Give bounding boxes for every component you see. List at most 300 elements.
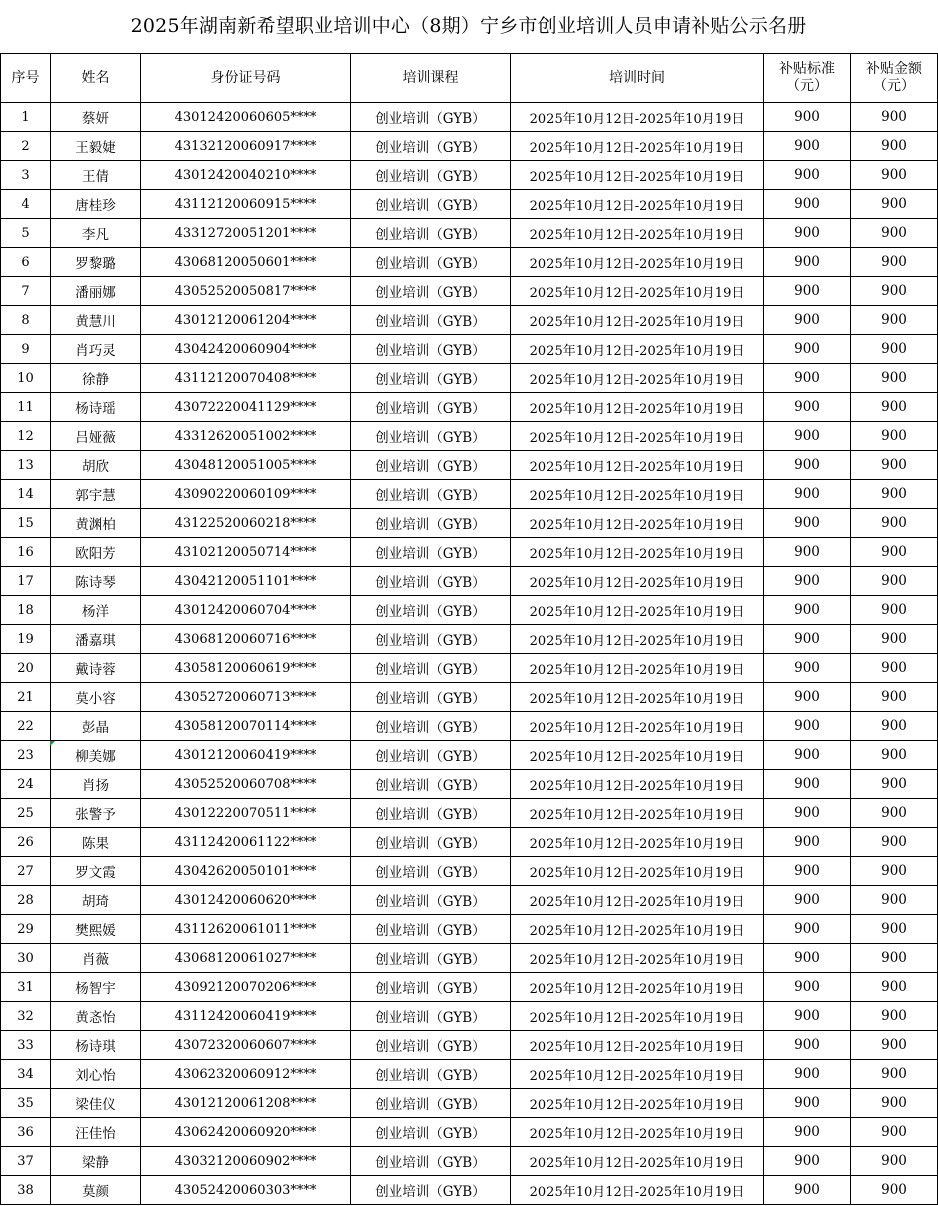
column-header-name[interactable]: 姓名 [51,54,141,103]
cell-standard[interactable]: 900 [764,103,851,132]
cell-course[interactable]: 创业培训（GYB） [351,509,511,538]
table-row [1,596,938,625]
cell-name[interactable]: 郭宇慧 [51,480,141,509]
cell-index[interactable]: 14 [1,480,51,509]
cell-name[interactable]: 徐静 [51,364,141,393]
cell-index[interactable]: 24 [1,770,51,799]
cell-standard[interactable]: 900 [764,190,851,219]
cell-period[interactable]: 2025年10月12日-2025年10月19日 [511,393,764,422]
cell-id-number[interactable]: 43090220060109**** [141,480,351,509]
cell-course[interactable]: 创业培训（GYB） [351,596,511,625]
cell-id-number[interactable]: 43102120050714**** [141,538,351,567]
cell-course[interactable]: 创业培训（GYB） [351,1031,511,1060]
cell-course[interactable]: 创业培训（GYB） [351,1089,511,1118]
cell-standard[interactable]: 900 [764,1089,851,1118]
cell-amount[interactable]: 900 [851,886,938,915]
cell-id-number[interactable]: 43062420060920**** [141,1118,351,1147]
cell-index[interactable]: 2 [1,132,51,161]
page-title: 2025年湖南新希望职业培训中心（8期）宁乡市创业培训人员申请补贴公示名册 [130,15,807,37]
cell-period[interactable]: 2025年10月12日-2025年10月19日 [511,1176,764,1205]
cell-standard[interactable]: 900 [764,770,851,799]
cell-course[interactable]: 创业培训（GYB） [351,770,511,799]
cell-standard[interactable]: 900 [764,219,851,248]
cell-id-number[interactable]: 43012220070511**** [141,799,351,828]
cell-course[interactable]: 创业培训（GYB） [351,683,511,712]
cell-index[interactable]: 17 [1,567,51,596]
cell-course[interactable]: 创业培训（GYB） [351,741,511,770]
cell-name[interactable]: 莫颜 [51,1176,141,1205]
cell-course[interactable]: 创业培训（GYB） [351,132,511,161]
cell-index[interactable]: 10 [1,364,51,393]
cell-period[interactable]: 2025年10月12日-2025年10月19日 [511,1118,764,1147]
table-row [1,973,938,1002]
cell-amount[interactable]: 900 [851,625,938,654]
cell-amount[interactable]: 900 [851,480,938,509]
cell-id-number[interactable]: 43052520050817**** [141,277,351,306]
cell-id-number[interactable]: 43042420060904**** [141,335,351,364]
cell-period[interactable]: 2025年10月12日-2025年10月19日 [511,219,764,248]
cell-name[interactable]: 莫小容 [51,683,141,712]
cell-period[interactable]: 2025年10月12日-2025年10月19日 [511,480,764,509]
column-header-amount[interactable]: 补贴金额 （元） [851,54,938,103]
cell-course[interactable]: 创业培训（GYB） [351,944,511,973]
cell-standard[interactable]: 900 [764,741,851,770]
table-row [1,1002,938,1031]
cell-course[interactable]: 创业培训（GYB） [351,567,511,596]
table-row [1,915,938,944]
cell-name[interactable]: 罗黎璐 [51,248,141,277]
cell-standard[interactable]: 900 [764,915,851,944]
cell-name[interactable]: 彭晶 [51,712,141,741]
cell-amount[interactable]: 900 [851,306,938,335]
cell-standard[interactable]: 900 [764,683,851,712]
cell-index[interactable]: 29 [1,915,51,944]
cell-amount[interactable]: 900 [851,1060,938,1089]
cell-period[interactable]: 2025年10月12日-2025年10月19日 [511,509,764,538]
cell-name[interactable]: 陈果 [51,828,141,857]
cell-id-number[interactable]: 43062320060912**** [141,1060,351,1089]
cell-course[interactable]: 创业培训（GYB） [351,190,511,219]
cell-period[interactable]: 2025年10月12日-2025年10月19日 [511,190,764,219]
cell-index[interactable]: 4 [1,190,51,219]
cell-course[interactable]: 创业培训（GYB） [351,973,511,1002]
cell-name[interactable]: 胡琦 [51,886,141,915]
cell-standard[interactable]: 900 [764,1147,851,1176]
cell-index[interactable]: 3 [1,161,51,190]
cell-standard[interactable]: 900 [764,1060,851,1089]
cell-amount[interactable]: 900 [851,915,938,944]
cell-period[interactable]: 2025年10月12日-2025年10月19日 [511,973,764,1002]
cell-index[interactable]: 33 [1,1031,51,1060]
cell-course[interactable]: 创业培训（GYB） [351,103,511,132]
cell-name[interactable]: 张警予 [51,799,141,828]
cell-period[interactable]: 2025年10月12日-2025年10月19日 [511,364,764,393]
cell-standard[interactable]: 900 [764,509,851,538]
cell-standard[interactable]: 900 [764,451,851,480]
cell-index[interactable]: 21 [1,683,51,712]
cell-period[interactable]: 2025年10月12日-2025年10月19日 [511,712,764,741]
cell-standard[interactable]: 900 [764,712,851,741]
cell-course[interactable]: 创业培训（GYB） [351,712,511,741]
cell-id-number[interactable]: 43012120061208**** [141,1089,351,1118]
cell-course[interactable]: 创业培训（GYB） [351,451,511,480]
cell-name[interactable]: 胡欣 [51,451,141,480]
cell-amount[interactable]: 900 [851,712,938,741]
cell-amount[interactable]: 900 [851,799,938,828]
cell-period[interactable]: 2025年10月12日-2025年10月19日 [511,306,764,335]
cell-course[interactable]: 创业培训（GYB） [351,219,511,248]
cell-period[interactable]: 2025年10月12日-2025年10月19日 [511,1147,764,1176]
table-row [1,248,938,277]
cell-name[interactable]: 潘丽娜 [51,277,141,306]
cell-index[interactable]: 9 [1,335,51,364]
cell-standard[interactable]: 900 [764,973,851,1002]
cell-amount[interactable]: 900 [851,828,938,857]
cell-amount[interactable]: 900 [851,1147,938,1176]
cell-amount[interactable]: 900 [851,393,938,422]
cell-course[interactable]: 创业培训（GYB） [351,799,511,828]
cell-course[interactable]: 创业培训（GYB） [351,1118,511,1147]
cell-standard[interactable]: 900 [764,567,851,596]
cell-course[interactable]: 创业培训（GYB） [351,915,511,944]
cell-course[interactable]: 创业培训（GYB） [351,538,511,567]
cell-standard[interactable]: 900 [764,625,851,654]
table-row [1,480,938,509]
cell-standard[interactable]: 900 [764,886,851,915]
cell-name[interactable]: 肖扬 [51,770,141,799]
cell-standard[interactable]: 900 [764,654,851,683]
cell-course[interactable]: 创业培训（GYB） [351,1060,511,1089]
cell-course[interactable]: 创业培训（GYB） [351,1002,511,1031]
cell-id-number[interactable]: 43068120050601**** [141,248,351,277]
cell-name[interactable]: 欧阳芳 [51,538,141,567]
cell-course[interactable]: 创业培训（GYB） [351,422,511,451]
cell-index[interactable]: 23 [1,741,51,770]
cell-amount[interactable]: 900 [851,683,938,712]
cell-amount[interactable]: 900 [851,132,938,161]
cell-name[interactable]: 罗文霞 [51,857,141,886]
table-row [1,567,938,596]
cell-period[interactable]: 2025年10月12日-2025年10月19日 [511,451,764,480]
column-header-index[interactable]: 序号 [1,54,51,103]
cell-name[interactable]: 杨诗瑶 [51,393,141,422]
cell-id-number[interactable]: 43042120051101**** [141,567,351,596]
cell-period[interactable]: 2025年10月12日-2025年10月19日 [511,538,764,567]
cell-amount[interactable]: 900 [851,857,938,886]
table-row [1,683,938,712]
cell-index[interactable]: 28 [1,886,51,915]
cell-id-number[interactable]: 43112620061011**** [141,915,351,944]
cell-course[interactable]: 创业培训（GYB） [351,306,511,335]
cell-standard[interactable]: 900 [764,1031,851,1060]
column-header-course[interactable]: 培训课程 [351,54,511,103]
cell-name[interactable]: 柳美娜 [51,741,141,770]
cell-id-number[interactable]: 43012420060605**** [141,103,351,132]
cell-amount[interactable]: 900 [851,364,938,393]
cell-index[interactable]: 13 [1,451,51,480]
cell-period[interactable]: 2025年10月12日-2025年10月19日 [511,770,764,799]
cell-amount[interactable]: 900 [851,944,938,973]
cell-period[interactable]: 2025年10月12日-2025年10月19日 [511,1002,764,1031]
cell-index[interactable]: 37 [1,1147,51,1176]
cell-period[interactable]: 2025年10月12日-2025年10月19日 [511,944,764,973]
cell-id-number[interactable]: 43312720051201**** [141,219,351,248]
cell-amount[interactable]: 900 [851,770,938,799]
cell-id-number[interactable]: 43112120060915**** [141,190,351,219]
cell-course[interactable]: 创业培训（GYB） [351,857,511,886]
cell-amount[interactable]: 900 [851,538,938,567]
cell-period[interactable]: 2025年10月12日-2025年10月19日 [511,596,764,625]
cell-period[interactable]: 2025年10月12日-2025年10月19日 [511,654,764,683]
table-row [1,799,938,828]
cell-name[interactable]: 陈诗琴 [51,567,141,596]
cell-id-number[interactable]: 43072220041129**** [141,393,351,422]
cell-index[interactable]: 12 [1,422,51,451]
cell-index[interactable]: 7 [1,277,51,306]
cell-course[interactable]: 创业培训（GYB） [351,277,511,306]
cell-id-number[interactable]: 43048120051005**** [141,451,351,480]
cell-period[interactable]: 2025年10月12日-2025年10月19日 [511,799,764,828]
cell-standard[interactable]: 900 [764,538,851,567]
cell-id-number[interactable]: 43112420061122**** [141,828,351,857]
cell-index[interactable]: 27 [1,857,51,886]
cell-id-number[interactable]: 43058120070114**** [141,712,351,741]
cell-standard[interactable]: 900 [764,161,851,190]
cell-index[interactable]: 11 [1,393,51,422]
cell-period[interactable]: 2025年10月12日-2025年10月19日 [511,857,764,886]
cell-standard[interactable]: 900 [764,248,851,277]
cell-index[interactable]: 8 [1,306,51,335]
cell-name[interactable]: 汪佳怡 [51,1118,141,1147]
cell-period[interactable]: 2025年10月12日-2025年10月19日 [511,1089,764,1118]
cell-name[interactable]: 黄慧川 [51,306,141,335]
cell-id-number[interactable]: 43042620050101**** [141,857,351,886]
cell-id-number[interactable]: 43052420060303**** [141,1176,351,1205]
cell-name[interactable]: 吕娅薇 [51,422,141,451]
cell-name[interactable]: 杨洋 [51,596,141,625]
cell-standard[interactable]: 900 [764,596,851,625]
table-body [1,103,938,1205]
cell-period[interactable]: 2025年10月12日-2025年10月19日 [511,103,764,132]
cell-id-number[interactable]: 43092120070206**** [141,973,351,1002]
cell-period[interactable]: 2025年10月12日-2025年10月19日 [511,886,764,915]
cell-index[interactable]: 32 [1,1002,51,1031]
cell-period[interactable]: 2025年10月12日-2025年10月19日 [511,828,764,857]
cell-amount[interactable]: 900 [851,161,938,190]
cell-course[interactable]: 创业培训（GYB） [351,335,511,364]
cell-name[interactable]: 李凡 [51,219,141,248]
cell-index[interactable]: 18 [1,596,51,625]
cell-period[interactable]: 2025年10月12日-2025年10月19日 [511,132,764,161]
cell-amount[interactable]: 900 [851,1002,938,1031]
cell-standard[interactable]: 900 [764,944,851,973]
table-row [1,219,938,248]
table-row [1,132,938,161]
cell-standard[interactable]: 900 [764,306,851,335]
cell-id-number[interactable]: 43012120061204**** [141,306,351,335]
cell-standard[interactable]: 900 [764,422,851,451]
cell-period[interactable]: 2025年10月12日-2025年10月19日 [511,915,764,944]
cell-name[interactable]: 梁静 [51,1147,141,1176]
cell-amount[interactable]: 900 [851,1176,938,1205]
cell-course[interactable]: 创业培训（GYB） [351,654,511,683]
cell-id-number[interactable]: 43112120070408**** [141,364,351,393]
cell-amount[interactable]: 900 [851,654,938,683]
cell-amount[interactable]: 900 [851,422,938,451]
cell-name[interactable]: 肖巧灵 [51,335,141,364]
cell-amount[interactable]: 900 [851,1089,938,1118]
cell-period[interactable]: 2025年10月12日-2025年10月19日 [511,161,764,190]
cell-course[interactable]: 创业培训（GYB） [351,393,511,422]
table-row [1,741,938,770]
cell-amount[interactable]: 900 [851,335,938,364]
cell-standard[interactable]: 900 [764,857,851,886]
cell-amount[interactable]: 900 [851,190,938,219]
cell-standard[interactable]: 900 [764,393,851,422]
cell-name[interactable]: 戴诗蓉 [51,654,141,683]
cell-standard[interactable]: 900 [764,1118,851,1147]
cell-id-number[interactable]: 43012420060704**** [141,596,351,625]
cell-name[interactable]: 樊熙媛 [51,915,141,944]
column-header-standard[interactable]: 补贴标准 （元） [764,54,851,103]
cell-id-number[interactable]: 43112420060419**** [141,1002,351,1031]
header-row [1,54,938,103]
cell-amount[interactable]: 900 [851,567,938,596]
table-row [1,277,938,306]
cell-index[interactable]: 19 [1,625,51,654]
cell-index[interactable]: 26 [1,828,51,857]
cell-standard[interactable]: 900 [764,335,851,364]
cell-amount[interactable]: 900 [851,1118,938,1147]
table-row [1,538,938,567]
cell-index[interactable]: 36 [1,1118,51,1147]
cell-course[interactable]: 创业培训（GYB） [351,828,511,857]
cell-id-number[interactable]: 43012120060419**** [141,741,351,770]
table-row [1,335,938,364]
cell-name[interactable]: 蔡妍 [51,103,141,132]
cell-amount[interactable]: 900 [851,451,938,480]
cell-id-number[interactable]: 43052520060708**** [141,770,351,799]
cell-index[interactable]: 34 [1,1060,51,1089]
cell-period[interactable]: 2025年10月12日-2025年10月19日 [511,277,764,306]
cell-index[interactable]: 6 [1,248,51,277]
table-row [1,509,938,538]
cell-amount[interactable]: 900 [851,248,938,277]
cell-name[interactable]: 肖薇 [51,944,141,973]
table-row [1,190,938,219]
cell-period[interactable]: 2025年10月12日-2025年10月19日 [511,683,764,712]
table-row [1,828,938,857]
cell-period[interactable]: 2025年10月12日-2025年10月19日 [511,567,764,596]
cell-id-number[interactable]: 43068120061027**** [141,944,351,973]
cell-course[interactable]: 创业培训（GYB） [351,886,511,915]
cell-name[interactable]: 黄渊柏 [51,509,141,538]
cell-index[interactable]: 5 [1,219,51,248]
cell-amount[interactable]: 900 [851,596,938,625]
cell-standard[interactable]: 900 [764,364,851,393]
cell-amount[interactable]: 900 [851,277,938,306]
cell-period[interactable]: 2025年10月12日-2025年10月19日 [511,625,764,654]
cell-period[interactable]: 2025年10月12日-2025年10月19日 [511,335,764,364]
cell-course[interactable]: 创业培训（GYB） [351,625,511,654]
cell-id-number[interactable]: 43012420060620**** [141,886,351,915]
cell-course[interactable]: 创业培训（GYB） [351,1147,511,1176]
cell-amount[interactable]: 900 [851,973,938,1002]
table-row [1,1147,938,1176]
cell-period[interactable]: 2025年10月12日-2025年10月19日 [511,741,764,770]
cell-standard[interactable]: 900 [764,799,851,828]
cell-course[interactable]: 创业培训（GYB） [351,480,511,509]
cell-index[interactable]: 35 [1,1089,51,1118]
cell-standard[interactable]: 900 [764,1176,851,1205]
cell-standard[interactable]: 900 [764,132,851,161]
cell-course[interactable]: 创业培训（GYB） [351,248,511,277]
cell-id-number[interactable]: 43068120060716**** [141,625,351,654]
cell-index[interactable]: 31 [1,973,51,1002]
cell-index[interactable]: 38 [1,1176,51,1205]
cell-period[interactable]: 2025年10月12日-2025年10月19日 [511,422,764,451]
cell-index[interactable]: 20 [1,654,51,683]
cell-course[interactable]: 创业培训（GYB） [351,1176,511,1205]
table-row [1,1089,938,1118]
cell-index[interactable]: 15 [1,509,51,538]
cell-course[interactable]: 创业培训（GYB） [351,364,511,393]
cell-standard[interactable]: 900 [764,480,851,509]
cell-standard[interactable]: 900 [764,828,851,857]
column-header-period[interactable]: 培训时间 [511,54,764,103]
cell-comment-marker [50,741,55,746]
cell-name[interactable]: 梁佳仪 [51,1089,141,1118]
table-row [1,103,938,132]
cell-id-number[interactable]: 43012420040210**** [141,161,351,190]
cell-period[interactable]: 2025年10月12日-2025年10月19日 [511,1060,764,1089]
cell-name[interactable]: 刘心怡 [51,1060,141,1089]
cell-id-number[interactable]: 43122520060218**** [141,509,351,538]
cell-name[interactable]: 潘嘉琪 [51,625,141,654]
cell-index[interactable]: 16 [1,538,51,567]
cell-id-number[interactable]: 43052720060713**** [141,683,351,712]
cell-period[interactable]: 2025年10月12日-2025年10月19日 [511,1031,764,1060]
cell-standard[interactable]: 900 [764,1002,851,1031]
cell-amount[interactable]: 900 [851,741,938,770]
cell-index[interactable]: 30 [1,944,51,973]
cell-amount[interactable]: 900 [851,219,938,248]
cell-amount[interactable]: 900 [851,509,938,538]
cell-index[interactable]: 1 [1,103,51,132]
cell-id-number[interactable]: 43072320060607**** [141,1031,351,1060]
subsidy-roster-table [0,53,938,1205]
cell-name[interactable]: 杨智宇 [51,973,141,1002]
cell-period[interactable]: 2025年10月12日-2025年10月19日 [511,248,764,277]
cell-id-number[interactable]: 43132120060917**** [141,132,351,161]
cell-amount[interactable]: 900 [851,1031,938,1060]
cell-name[interactable]: 杨诗琪 [51,1031,141,1060]
cell-name[interactable]: 王毅婕 [51,132,141,161]
cell-amount[interactable]: 900 [851,103,938,132]
cell-name[interactable]: 王倩 [51,161,141,190]
cell-standard[interactable]: 900 [764,277,851,306]
cell-name[interactable]: 唐桂珍 [51,190,141,219]
cell-id-number[interactable]: 43032120060902**** [141,1147,351,1176]
cell-course[interactable]: 创业培训（GYB） [351,161,511,190]
cell-name[interactable]: 黄忞怡 [51,1002,141,1031]
cell-index[interactable]: 25 [1,799,51,828]
cell-id-number[interactable]: 43058120060619**** [141,654,351,683]
column-header-id-number[interactable]: 身份证号码 [141,54,351,103]
cell-index[interactable]: 22 [1,712,51,741]
cell-id-number[interactable]: 43312620051002**** [141,422,351,451]
table-row [1,393,938,422]
